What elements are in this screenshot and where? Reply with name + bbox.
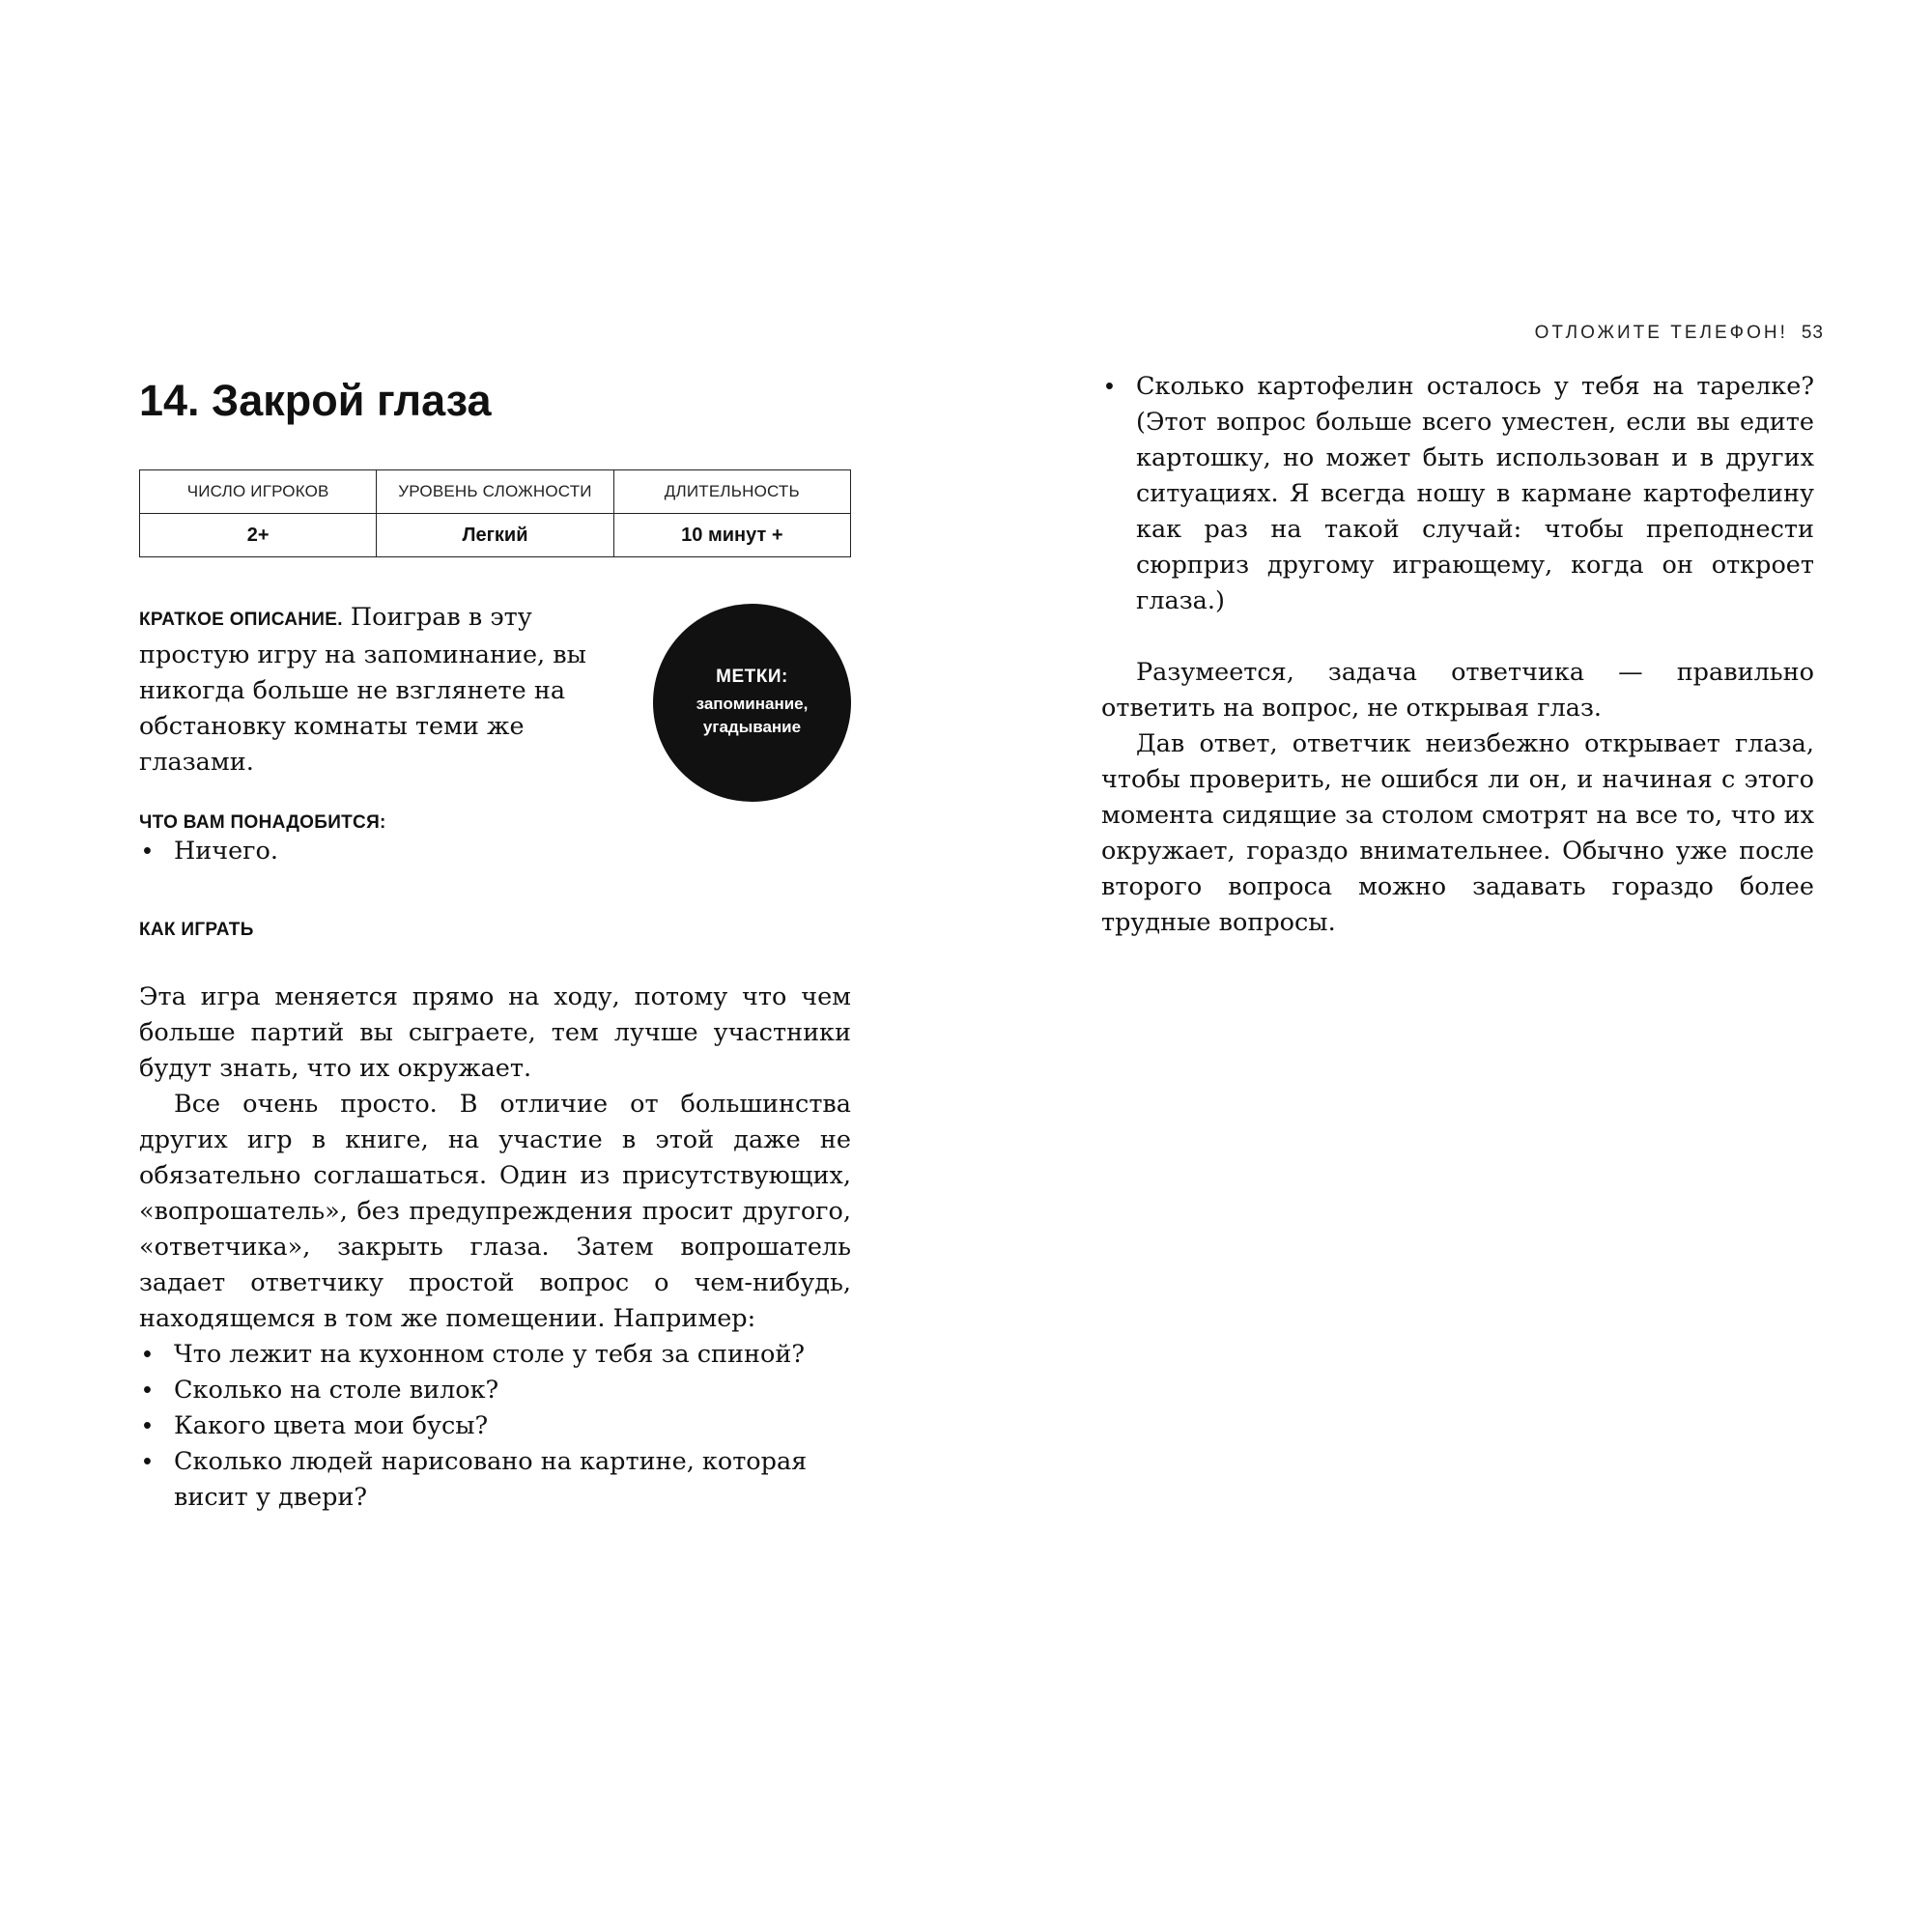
specs-value-row xyxy=(140,514,851,557)
specs-header-cell: УРОВЕНЬ СЛОЖНОСТИ xyxy=(377,470,613,514)
specs-value-cell: 10 минут + xyxy=(613,514,850,557)
specs-header-cell: ДЛИТЕЛЬНОСТЬ xyxy=(613,470,850,514)
page-number: 53 xyxy=(1801,323,1824,343)
specs-header-row xyxy=(140,470,851,514)
needs-heading: ЧТО ВАМ ПОНАДОБИТСЯ: xyxy=(139,812,386,833)
list-item: • Какого цвета мои бусы? xyxy=(139,1408,851,1444)
howto-heading: КАК ИГРАТЬ xyxy=(139,920,254,940)
tags-badge xyxy=(653,604,851,802)
list-item: • Что лежит на кухонном столе у тебя за спиной? xyxy=(139,1337,851,1373)
example-questions-list xyxy=(139,1337,851,1516)
running-header xyxy=(1507,323,1824,344)
running-title: ОТЛОЖИТЕ ТЕЛЕФОН! xyxy=(1534,323,1788,343)
list-item: • Ничего. xyxy=(139,834,851,869)
game-specs-table xyxy=(139,469,851,557)
game-title: 14. Закрой глаза xyxy=(139,376,492,425)
right-column xyxy=(1101,369,1814,941)
summary-block xyxy=(139,600,851,807)
tags-title: МЕТКИ: xyxy=(716,667,788,687)
body-paragraph: Разумеется, задача ответчика — правильно ответить на вопрос, не открывая глаз. xyxy=(1101,658,1814,723)
list-item: • Сколько картофелин осталось у тебя на тарелке? (Этот вопрос больше всего уместен, если вы едите картошку, но может быть использован и в других ситуациях. Я всегда ношу в кармане картофелину как раз на такой случай: чтобы преподнести сюрприз другому играющему, когда он откроет глаза.) xyxy=(1101,369,1814,619)
body-paragraph: Эта игра меняется прямо на ходу, потому что чем больше партий вы сыграете, тем лучше участники будут знать, что их окружает. xyxy=(139,982,851,1083)
summary-label: КРАТКОЕ ОПИСАНИЕ. xyxy=(139,610,343,630)
tag-item: запоминание, xyxy=(696,695,809,713)
list-item: • Сколько на столе вилок? xyxy=(139,1373,851,1408)
left-column xyxy=(139,369,851,1516)
summary-text: Поиграв в эту простую игру на запоминание, вы никогда больше не взглянете на обстановку комнаты теми же глазами. xyxy=(139,603,586,777)
tag-item: угадывание xyxy=(702,718,802,736)
list-item: • Сколько людей нарисовано на картине, которая висит у двери? xyxy=(139,1444,851,1516)
body-paragraph: Дав ответ, ответчик неизбежно открывает глаза, чтобы проверить, не ошибся ли он, и начиная с этого момента сидящие за столом смотрят на все то, что их окружает, гораздо внимательнее. Обычно уже после второго вопроса можно задавать гораздо более трудные вопросы. xyxy=(1101,729,1814,937)
specs-value-cell: Легкий xyxy=(377,514,613,557)
specs-value-cell: 2+ xyxy=(140,514,377,557)
summary-paragraph xyxy=(139,600,612,781)
body-paragraph: Все очень просто. В отличие от большинства других игр в книге, на участие в этой даже не обязательно соглашаться. Один из присутствующих, «вопрошатель», без предупреждения просит другого, «ответчика», закрыть глаза. Затем вопрошатель задает ответчику простой вопрос о чем-нибудь, находящемся в том же помещении. Например: xyxy=(139,1090,851,1333)
example-questions-list-continued xyxy=(1101,369,1814,619)
needs-list xyxy=(139,834,851,869)
specs-header-cell: ЧИСЛО ИГРОКОВ xyxy=(140,470,377,514)
